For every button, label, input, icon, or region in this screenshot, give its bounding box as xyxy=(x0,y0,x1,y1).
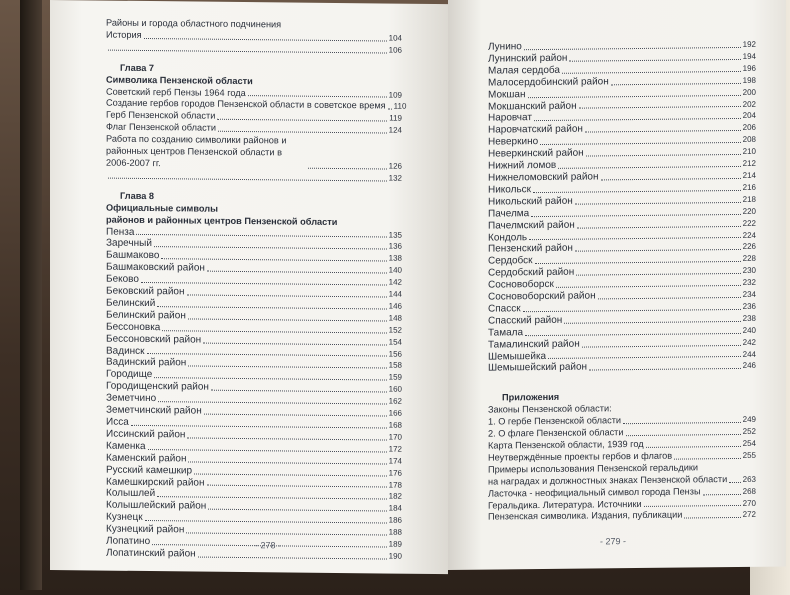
toc-page: 135 xyxy=(388,230,402,240)
toc-entry: Шемышейский район xyxy=(488,362,588,375)
toc-entry: Бековский район xyxy=(106,285,185,298)
toc-entry: Бессоновка xyxy=(106,321,161,333)
toc-page: 110 xyxy=(393,102,407,112)
toc-page: 159 xyxy=(388,372,402,383)
toc-page: 136 xyxy=(388,241,402,252)
toc-entry: Пензенский район xyxy=(488,243,573,255)
toc-page: 160 xyxy=(388,384,402,394)
toc-page: 212 xyxy=(742,158,756,168)
toc-page: 210 xyxy=(742,146,756,157)
toc-page: 254 xyxy=(742,438,756,448)
toc-page: 156 xyxy=(388,349,402,359)
toc-page: 249 xyxy=(742,414,756,425)
appendix-laws: Законы Пензенской области: xyxy=(488,403,612,415)
toc-page: 158 xyxy=(388,361,402,371)
toc-entry: Советский герб Пензы 1964 года xyxy=(106,86,246,98)
toc-page: 188 xyxy=(388,527,402,537)
toc-entry: Нижнеломовский район xyxy=(488,171,599,184)
chapter8-subtitle-2: районов и районных центров Пензенской области xyxy=(106,214,338,227)
chapter8-list xyxy=(106,226,402,562)
toc-page: 196 xyxy=(742,63,756,73)
toc-page: 228 xyxy=(742,254,756,264)
toc-entry: Земетчино xyxy=(106,392,157,405)
toc-entry: Лунинский район xyxy=(488,52,568,65)
toc-entry: Исса xyxy=(106,416,129,428)
toc-page: 186 xyxy=(388,515,402,525)
toc-entry: Малая сердоба xyxy=(488,64,560,77)
toc-page: 198 xyxy=(742,75,756,85)
toc-entry: Карта Пензенской области, 1939 год xyxy=(488,438,644,451)
toc-entry: Мокшан xyxy=(488,88,526,101)
toc-page: 216 xyxy=(742,182,756,192)
toc-row xyxy=(488,360,756,375)
toc-row xyxy=(106,134,402,173)
toc-page: 263 xyxy=(742,474,756,484)
right-toc xyxy=(488,39,756,524)
right-page xyxy=(448,0,786,570)
toc-page: 222 xyxy=(742,218,756,228)
toc-page: 174 xyxy=(388,456,402,466)
toc-entry: Пачелмский район xyxy=(488,219,575,232)
toc-page: 200 xyxy=(742,87,756,97)
toc-entry: Неутверждённые проекты гербов и флагов xyxy=(488,450,673,463)
toc-row xyxy=(488,509,756,524)
toc-page: 132 xyxy=(388,173,402,183)
toc-entry: 1. О гербе Пензенской области xyxy=(488,415,622,427)
toc-page: 232 xyxy=(742,277,756,288)
toc-entry: Ласточка - неофициальный символ города Пензы xyxy=(488,485,701,499)
toc-entry: Сердобский район xyxy=(488,266,575,279)
toc-row xyxy=(106,169,402,184)
toc-entry: Геральдика. Литература. Источники xyxy=(488,498,642,511)
toc-page: 192 xyxy=(742,39,756,49)
toc-page: 166 xyxy=(388,408,402,418)
toc-entry: Башмаковский район xyxy=(106,261,205,274)
toc-page: 270 xyxy=(742,498,756,508)
toc-page: 104 xyxy=(388,33,402,43)
toc-page: 220 xyxy=(742,206,756,216)
toc-entry: Лопатинский район xyxy=(106,547,196,560)
toc-row xyxy=(106,548,402,563)
toc-entry: Сосновоборский район xyxy=(488,290,596,303)
toc-page: 168 xyxy=(388,420,402,430)
toc-entry: Городище xyxy=(106,368,153,381)
toc-entry: Шемышейка xyxy=(488,350,547,363)
toc-entry: Спасский район xyxy=(488,314,563,327)
toc-page: 242 xyxy=(742,337,756,347)
toc-entry: Никольск xyxy=(488,184,532,196)
districts-list xyxy=(488,39,756,375)
toc-entry: на наградах и должностных знаках Пензенской области xyxy=(488,473,728,487)
chapter8-title: Глава 8 xyxy=(120,190,154,201)
toc-entry: Русский камешкир xyxy=(106,464,193,477)
toc-page: 190 xyxy=(388,551,402,561)
toc-page: 144 xyxy=(388,289,402,299)
toc-page: 140 xyxy=(388,265,402,275)
toc-page: 178 xyxy=(388,480,402,490)
toc-page: 208 xyxy=(742,135,756,145)
toc-entry: Неверкинский район xyxy=(488,147,584,160)
toc-page: 272 xyxy=(742,510,756,520)
toc-entry: Белинский район xyxy=(106,309,186,322)
toc-entry: Нижний ломов xyxy=(488,159,557,172)
toc-entry: Лунино xyxy=(488,41,522,53)
toc-entry: Сосновоборск xyxy=(488,279,554,291)
left-page xyxy=(50,0,448,574)
toc-entry: Каменка xyxy=(106,440,146,452)
toc-page: 162 xyxy=(388,396,402,406)
toc-page: 234 xyxy=(742,289,756,299)
toc-entry: Наровчат xyxy=(488,112,532,125)
toc-entry: Наровчатский район xyxy=(488,123,583,136)
appendix-title: Приложения xyxy=(502,392,560,403)
toc-entry: Лопатино xyxy=(106,535,151,548)
toc-entry: Никольский район xyxy=(488,195,573,208)
toc-page: 218 xyxy=(742,194,756,204)
appendix-list xyxy=(488,414,756,464)
toc-entry: Спасск xyxy=(488,303,521,315)
chapter8-subtitle-1: Официальные символы xyxy=(106,202,218,214)
toc-entry: Тамалинский район xyxy=(488,338,580,351)
toc-page: 230 xyxy=(742,265,756,276)
toc-page: 126 xyxy=(388,161,402,171)
toc-entry: Кондоль xyxy=(488,231,528,244)
page-number-left: - 278 - xyxy=(255,540,282,551)
toc-page: 124 xyxy=(388,125,402,135)
toc-entry: Неверкино xyxy=(488,136,539,148)
left-toc xyxy=(106,17,407,563)
toc-entry: Пензенская символика. Издания, публикации xyxy=(488,509,683,523)
toc-entry: Кузнецк xyxy=(106,511,143,524)
toc-entry: Мокшанский район xyxy=(488,100,577,113)
toc-entry: Пачелма xyxy=(488,207,530,220)
toc-page: 152 xyxy=(388,325,402,335)
toc-entry: Камешкирский район xyxy=(106,476,205,489)
toc-page: 148 xyxy=(388,313,402,323)
toc-page: 252 xyxy=(742,426,756,437)
toc-page: 182 xyxy=(388,491,402,502)
toc-page: 142 xyxy=(388,277,402,287)
page-number-right: - 279 - xyxy=(600,536,627,547)
toc-page: 138 xyxy=(388,253,402,263)
appendix-list-2 xyxy=(488,485,756,524)
open-book xyxy=(12,0,782,595)
chapter7-subtitle: Символика Пензенской области xyxy=(106,74,253,86)
toc-page: 204 xyxy=(742,111,756,121)
toc-entry: Каменский район xyxy=(106,452,187,465)
toc-entry: Бессоновский район xyxy=(106,333,202,346)
toc-entry: Земетчинский район xyxy=(106,404,202,417)
toc-entry: Пенза xyxy=(106,226,135,238)
toc-page: 236 xyxy=(742,301,756,311)
toc-entry: Работа по созданию символики районов и районных центров Пензенской области в 2006-2007 гг. xyxy=(106,133,287,169)
toc-page: 170 xyxy=(388,432,402,442)
toc-page: 226 xyxy=(742,242,756,252)
toc-page: 238 xyxy=(742,313,756,323)
toc-row xyxy=(106,41,402,56)
toc-page: 268 xyxy=(742,486,756,496)
toc-entry: 2. О флаге Пензенской области xyxy=(488,427,624,439)
toc-entry: Вадинск xyxy=(106,345,145,357)
toc-entry: Районы и города областного подчинения xyxy=(106,17,282,30)
toc-page: 109 xyxy=(388,90,402,100)
toc-entry: Заречный xyxy=(106,237,152,250)
toc-page: 189 xyxy=(388,539,402,549)
toc-page: 255 xyxy=(742,450,756,460)
toc-entry: Вадинский район xyxy=(106,357,187,369)
toc-page: 176 xyxy=(388,468,402,478)
toc-page: 184 xyxy=(388,503,402,514)
toc-page: 246 xyxy=(742,361,756,371)
toc-entry: Башмаково xyxy=(106,249,160,262)
toc-page: 119 xyxy=(389,113,402,124)
toc-entry: Белинский xyxy=(106,297,156,310)
toc-page: 240 xyxy=(742,325,756,335)
toc-entry: История xyxy=(106,29,142,40)
toc-page: 202 xyxy=(742,99,756,109)
toc-entry: Колышлей xyxy=(106,488,156,500)
toc-page: 172 xyxy=(388,444,402,454)
toc-entry: Флаг Пензенской области xyxy=(106,121,217,133)
toc-entry: Тамала xyxy=(488,326,524,339)
chapter7-title: Глава 7 xyxy=(120,62,154,73)
toc-entry: Беково xyxy=(106,273,139,286)
toc-entry: Сердобск xyxy=(488,255,533,267)
toc-page: 214 xyxy=(742,170,756,180)
toc-entry: Городищенский район xyxy=(106,380,209,393)
toc-entry: Малосердобинский район xyxy=(488,76,609,89)
appendix-examples-line1: Примеры использования Пензенской геральдики xyxy=(488,462,698,475)
toc-entry: Кузнецкий район xyxy=(106,523,185,536)
toc-page: 206 xyxy=(742,123,756,133)
toc-page: 224 xyxy=(742,230,756,240)
toc-page: 106 xyxy=(388,45,402,55)
toc-entry: Колышлейский район xyxy=(106,499,207,512)
toc-entry: Создание гербов городов Пензенской области в советское время xyxy=(106,98,386,111)
toc-page: 154 xyxy=(388,337,402,347)
toc-page: 194 xyxy=(742,51,756,61)
toc-entry: Иссинский район xyxy=(106,428,186,441)
toc-page: 146 xyxy=(388,301,402,311)
toc-entry: Герб Пензенской области xyxy=(106,109,216,122)
toc-page: 244 xyxy=(742,349,756,359)
